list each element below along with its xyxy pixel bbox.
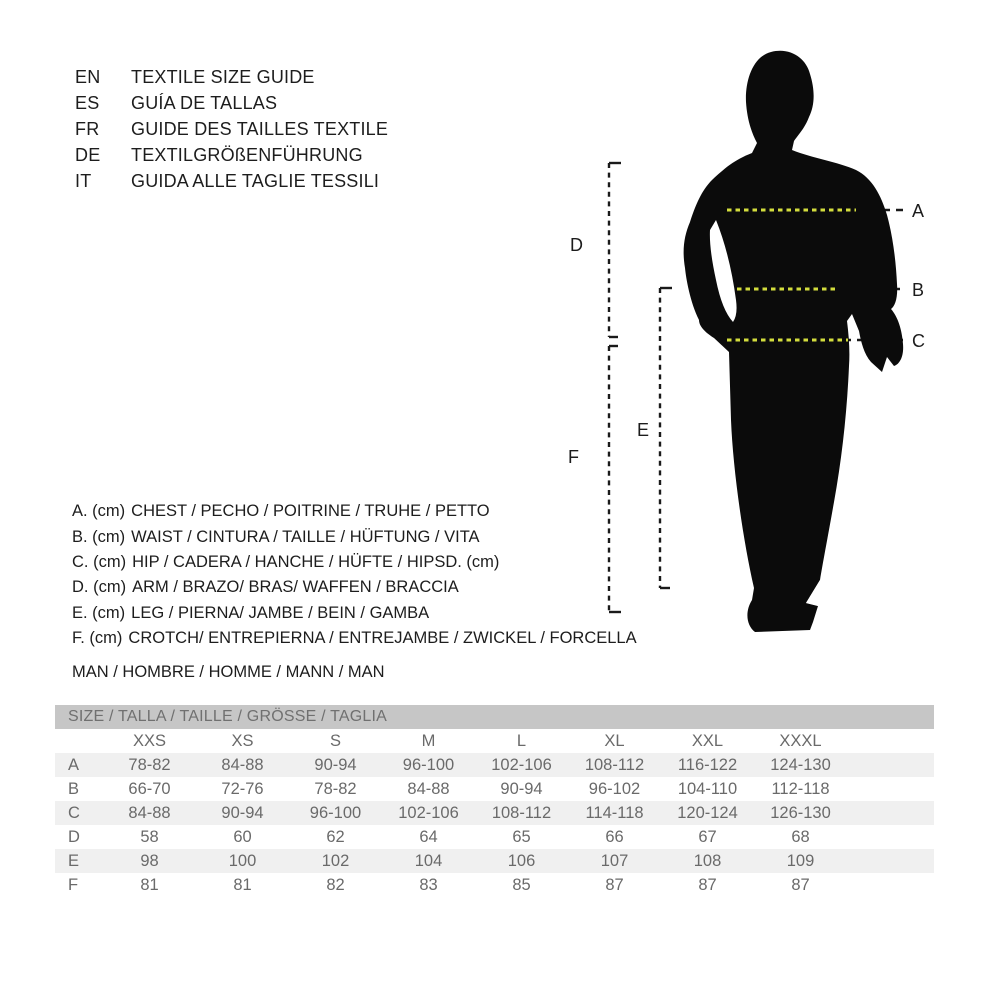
table-cell: 108 bbox=[693, 852, 722, 870]
language-title: GUIDE DES TAILLES TEXTILE bbox=[131, 118, 389, 139]
gender-line: MAN / HOMBRE / HOMME / MANN / MAN bbox=[72, 663, 385, 681]
table-cell: 60 bbox=[233, 828, 252, 846]
language-row bbox=[75, 168, 388, 194]
table-cell: 65 bbox=[512, 828, 531, 846]
marker-label-crotch: F bbox=[568, 447, 579, 467]
legend-row bbox=[72, 524, 637, 549]
table-cell: 90-94 bbox=[314, 756, 357, 774]
row-label: F bbox=[68, 876, 79, 894]
size-column-header: S bbox=[329, 732, 341, 750]
table-cell: 96-100 bbox=[402, 756, 455, 774]
legend-key: D. (cm) bbox=[72, 578, 127, 597]
table-cell: 102 bbox=[321, 852, 350, 870]
size-column-header: XL bbox=[604, 732, 625, 750]
table-cell: 66 bbox=[605, 828, 624, 846]
marker-label-hip: C bbox=[912, 331, 925, 351]
table-cell: 66-70 bbox=[128, 780, 171, 798]
table-row bbox=[55, 777, 934, 801]
row-filler bbox=[847, 873, 934, 897]
size-table bbox=[55, 705, 934, 897]
language-title-list bbox=[75, 64, 388, 194]
size-column-header: XS bbox=[231, 732, 254, 750]
row-filler bbox=[847, 777, 934, 801]
sizes-row-filler bbox=[847, 729, 934, 753]
language-title: GUIDA ALLE TAGLIE TESSILI bbox=[131, 170, 380, 191]
table-cell: 126-130 bbox=[770, 804, 831, 822]
row-label: E bbox=[68, 852, 80, 870]
table-cell: 64 bbox=[419, 828, 438, 846]
legend-text: LEG / PIERNA/ JAMBE / BEIN / GAMBA bbox=[131, 603, 430, 622]
legend-row bbox=[72, 550, 637, 575]
language-code: DE bbox=[75, 144, 101, 165]
language-row bbox=[75, 90, 388, 116]
legend-key: E. (cm) bbox=[72, 603, 126, 622]
table-cell: 104 bbox=[414, 852, 443, 870]
table-row bbox=[55, 825, 934, 849]
size-column-header: XXS bbox=[132, 732, 167, 750]
table-cell: 67 bbox=[698, 828, 717, 846]
table-cell: 96-100 bbox=[309, 804, 362, 822]
table-cell: 120-124 bbox=[677, 804, 738, 822]
legend-key: B. (cm) bbox=[72, 527, 126, 546]
table-cell: 108-112 bbox=[491, 804, 552, 822]
marker-label-waist: B bbox=[912, 280, 925, 300]
language-code: IT bbox=[75, 170, 92, 191]
table-cell: 87 bbox=[605, 876, 624, 894]
table-cell: 102-106 bbox=[491, 756, 552, 774]
table-cell: 72-76 bbox=[221, 780, 264, 798]
sizes-row-empty-cell bbox=[55, 729, 103, 753]
row-label: A bbox=[68, 756, 80, 774]
table-cell: 96-102 bbox=[588, 780, 641, 798]
table-cell: 78-82 bbox=[128, 756, 171, 774]
table-row bbox=[55, 849, 934, 873]
table-cell: 124-130 bbox=[770, 756, 831, 774]
table-cell: 84-88 bbox=[221, 756, 264, 774]
measurement-legend bbox=[72, 499, 637, 651]
size-column-header: L bbox=[516, 732, 527, 750]
size-column-header: XXL bbox=[691, 732, 724, 750]
table-cell: 85 bbox=[512, 876, 531, 894]
language-code: FR bbox=[75, 118, 100, 139]
table-cell: 114-118 bbox=[585, 804, 644, 822]
table-cell: 108-112 bbox=[584, 756, 645, 774]
row-filler bbox=[847, 825, 934, 849]
table-cell: 109 bbox=[786, 852, 815, 870]
table-cell: 68 bbox=[791, 828, 810, 846]
language-title: GUÍA DE TALLAS bbox=[131, 92, 278, 113]
language-row bbox=[75, 142, 388, 168]
language-title: TEXTILE SIZE GUIDE bbox=[131, 66, 315, 87]
row-label: B bbox=[68, 780, 80, 798]
table-cell: 81 bbox=[233, 876, 252, 894]
size-column-header: M bbox=[421, 732, 436, 750]
legend-row bbox=[72, 626, 637, 651]
legend-row bbox=[72, 601, 637, 626]
table-cell: 112-118 bbox=[771, 780, 830, 798]
table-cell: 82 bbox=[326, 876, 345, 894]
table-cell: 78-82 bbox=[314, 780, 357, 798]
table-cell: 107 bbox=[600, 852, 629, 870]
marker-label-leg: E bbox=[637, 420, 650, 440]
table-cell: 84-88 bbox=[407, 780, 450, 798]
table-cell: 104-110 bbox=[677, 780, 738, 798]
table-cell: 62 bbox=[326, 828, 345, 846]
legend-row bbox=[72, 499, 637, 524]
table-cell: 102-106 bbox=[398, 804, 459, 822]
size-table-header: SIZE / TALLA / TAILLE / GRÖSSE / TAGLIA bbox=[55, 705, 934, 729]
legend-key: A. (cm) bbox=[72, 502, 126, 521]
table-row bbox=[55, 801, 934, 825]
table-cell: 90-94 bbox=[500, 780, 543, 798]
table-cell: 90-94 bbox=[221, 804, 264, 822]
table-cell: 116-122 bbox=[677, 756, 738, 774]
table-cell: 84-88 bbox=[128, 804, 171, 822]
table-cell: 87 bbox=[698, 876, 717, 894]
legend-key: C. (cm) bbox=[72, 552, 127, 571]
table-cell: 106 bbox=[507, 852, 536, 870]
row-filler bbox=[847, 801, 934, 825]
legend-text: CHEST / PECHO / POITRINE / TRUHE / PETTO bbox=[131, 502, 490, 521]
table-cell: 100 bbox=[228, 852, 257, 870]
language-code: ES bbox=[75, 92, 100, 113]
size-table-body bbox=[55, 753, 934, 897]
language-row bbox=[75, 64, 388, 90]
table-row bbox=[55, 873, 934, 897]
language-code: EN bbox=[75, 66, 101, 87]
table-row bbox=[55, 753, 934, 777]
row-filler bbox=[847, 849, 934, 873]
man-silhouette bbox=[684, 51, 904, 632]
row-label: D bbox=[68, 828, 80, 846]
legend-text: WAIST / CINTURA / TAILLE / HÜFTUNG / VITA bbox=[131, 527, 480, 546]
legend-key: F. (cm) bbox=[72, 629, 123, 648]
legend-text: HIP / CADERA / HANCHE / HÜFTE / HIPSD. (cm) bbox=[132, 552, 500, 571]
marker-label-arm: D bbox=[570, 235, 583, 255]
table-cell: 58 bbox=[140, 828, 159, 846]
row-label: C bbox=[68, 804, 80, 822]
size-column-header: XXXL bbox=[779, 732, 822, 750]
table-cell: 83 bbox=[419, 876, 438, 894]
table-cell: 87 bbox=[791, 876, 810, 894]
marker-label-chest: A bbox=[912, 201, 925, 221]
legend-text: ARM / BRAZO/ BRAS/ WAFFEN / BRACCIA bbox=[132, 578, 459, 597]
row-filler bbox=[847, 753, 934, 777]
language-row bbox=[75, 116, 388, 142]
language-title: TEXTILGRÖßENFÜHRUNG bbox=[131, 144, 363, 165]
table-cell: 98 bbox=[140, 852, 159, 870]
legend-row bbox=[72, 575, 637, 600]
size-table-sizes-row bbox=[55, 729, 934, 753]
table-cell: 81 bbox=[140, 876, 159, 894]
legend-text: CROTCH/ ENTREPIERNA / ENTREJAMBE / ZWICKEL / FORCELLA bbox=[128, 629, 637, 648]
